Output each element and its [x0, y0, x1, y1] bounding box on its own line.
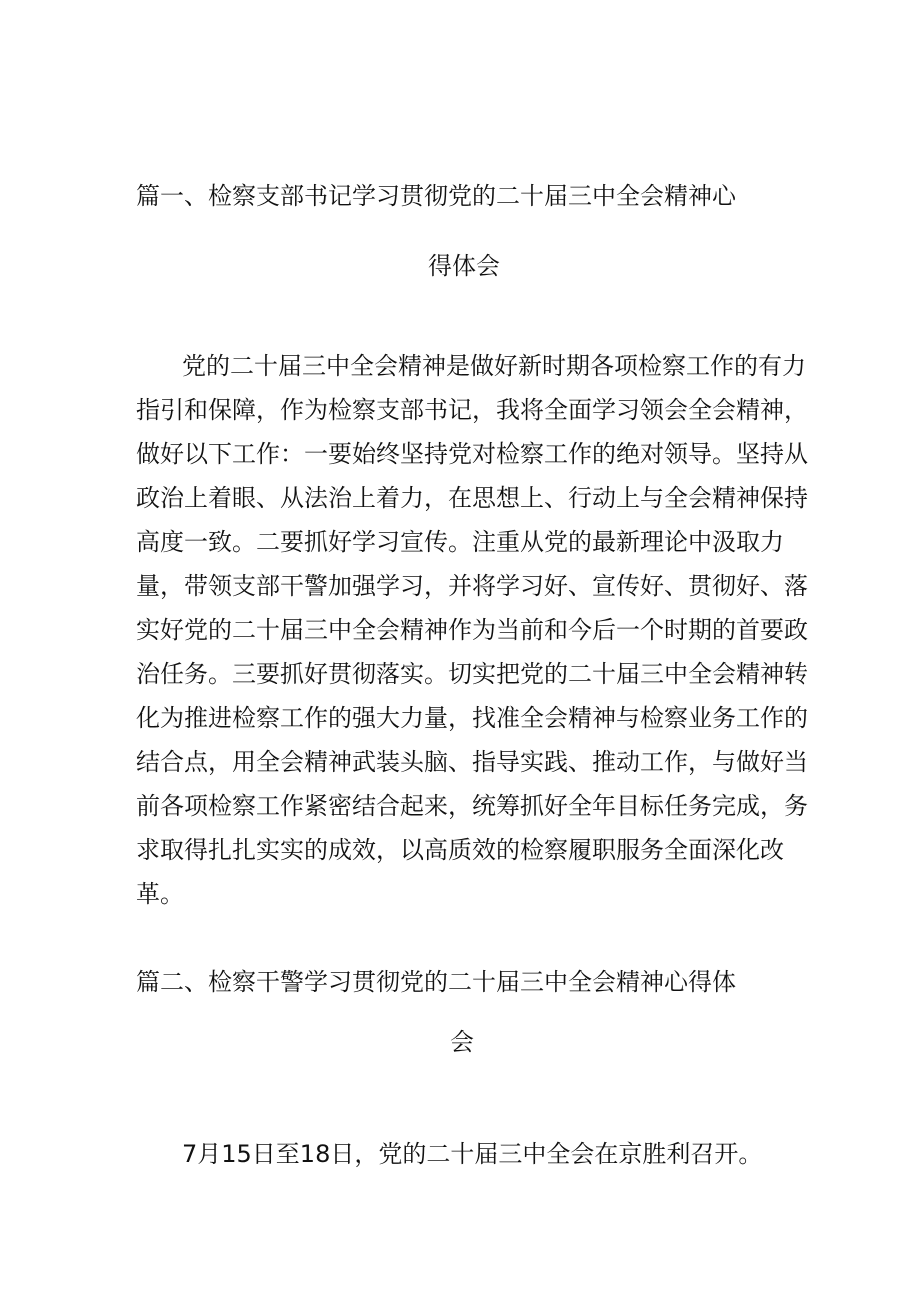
- section1-title-line2: 得体会: [428, 252, 500, 280]
- section1-paragraph-line: 前各项检察工作紧密结合起来，统筹抓好全年目标任务完成，务: [136, 792, 808, 820]
- section1-paragraph-line: 求取得扎扎实实的成效，以高质效的检察履职服务全面深化改: [136, 836, 784, 864]
- section1-paragraph-line: 高度一致。二要抓好学习宣传。注重从党的最新理论中汲取力: [136, 528, 784, 556]
- section1-paragraph-line: 党的二十届三中全会精神是做好新时期各项检察工作的有力: [182, 352, 806, 380]
- section1-paragraph-line: 做好以下工作：一要始终坚持党对检察工作的绝对领导。坚持从: [136, 440, 808, 468]
- section1-paragraph-line: 结合点，用全会精神武装头脑、指导实践、推动工作，与做好当: [136, 748, 808, 776]
- section1-paragraph-line: 政治上着眼、从法治上着力，在思想上、行动上与全会精神保持: [136, 484, 808, 512]
- section1-title-line1: 篇一、检察支部书记学习贯彻党的二十届三中全会精神心: [136, 182, 736, 210]
- section1-paragraph-line: 治任务。三要抓好贯彻落实。切实把党的二十届三中全会精神转: [136, 660, 808, 688]
- section1-paragraph-line: 实好党的二十届三中全会精神作为当前和今后一个时期的首要政: [136, 616, 808, 644]
- section1-paragraph-line: 量，带领支部干警加强学习，并将学习好、宣传好、贯彻好、落: [136, 572, 808, 600]
- section2-title-line2: 会: [450, 1028, 474, 1056]
- section2-title-line1: 篇二、检察干警学习贯彻党的二十届三中全会精神心得体: [136, 968, 736, 996]
- section1-paragraph-line: 指引和保障，作为检察支部书记，我将全面学习领会全会精神，: [136, 396, 808, 424]
- section2-paragraph-line: 7月15日至18日，党的二十届三中全会在京胜利召开。: [182, 1140, 763, 1168]
- section1-paragraph-line: 化为推进检察工作的强大力量，找准全会精神与检察业务工作的: [136, 704, 808, 732]
- section1-paragraph-line: 革。: [136, 880, 184, 908]
